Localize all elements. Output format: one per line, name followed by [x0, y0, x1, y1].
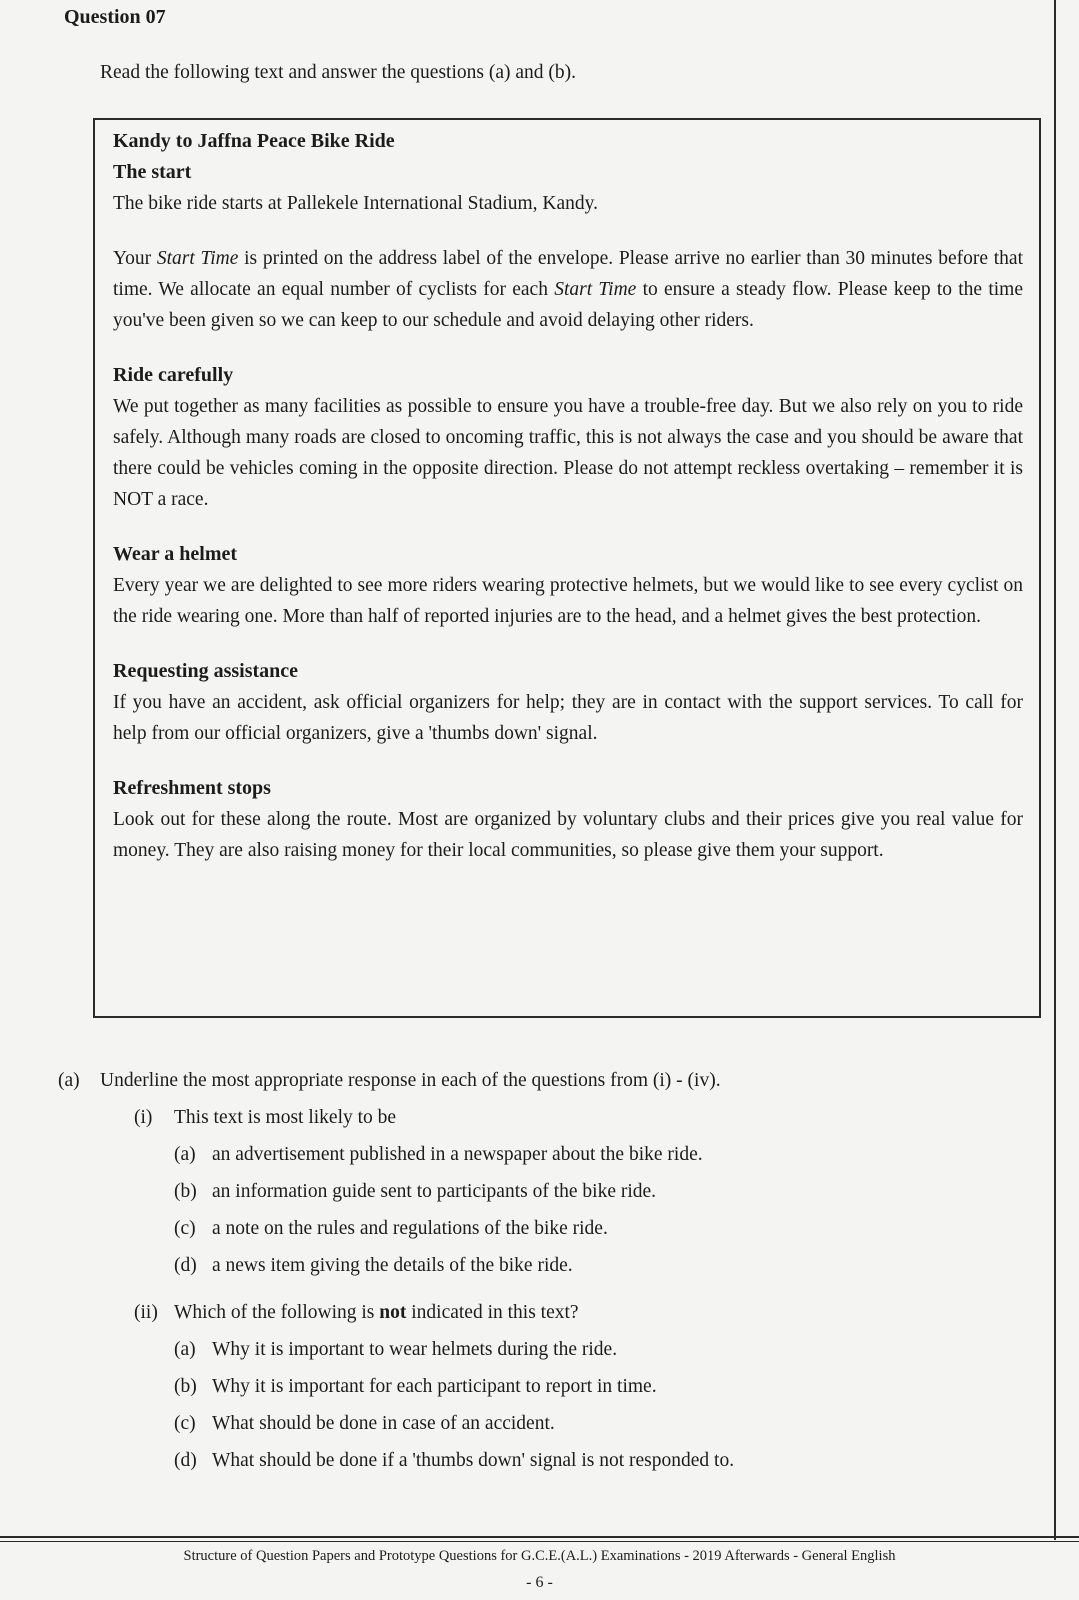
part-label: (a): [58, 1070, 80, 1091]
option-text[interactable]: a note on the rules and regulations of the bike ride.: [212, 1218, 608, 1239]
option-item[interactable]: [58, 1136, 1038, 1173]
option-label: (d): [174, 1255, 197, 1276]
section-body-refreshment-stops: Look out for these along the route. Most are organized by voluntary clubs and their prices give you real value for money. They are also raising money for their local communities, so please give them your support.: [113, 809, 1023, 861]
footer-divider: [0, 1541, 1079, 1542]
question-stem: This text is most likely to be: [174, 1107, 397, 1128]
question-number: (ii): [134, 1302, 158, 1323]
question-number: (i): [134, 1107, 153, 1128]
footer-divider: [0, 1536, 1079, 1538]
option-item[interactable]: [58, 1331, 1038, 1368]
option-label: (a): [174, 1339, 196, 1360]
passage-title: Kandy to Jaffna Peace Bike Ride: [113, 130, 395, 152]
start-time-term: Start Time: [554, 279, 637, 300]
option-label: (d): [174, 1450, 197, 1471]
passage-box: [93, 118, 1041, 1018]
section-heading-ride-carefully: Ride carefully: [113, 364, 234, 386]
start-time-term: Start Time: [156, 248, 239, 269]
option-item[interactable]: [58, 1210, 1038, 1247]
question-part-a: [58, 1062, 1038, 1479]
section-body-wear-helmet: Every year we are delighted to see more riders wearing protective helmets, but we would like to see every cyclist on the ride wearing one. More than half of reported injuries are to the head, and a helmet gives the best protection.: [113, 575, 1023, 627]
option-item[interactable]: [58, 1173, 1038, 1210]
option-item[interactable]: [58, 1405, 1038, 1442]
question-stem: Which of the following is not indicated in this text?: [174, 1302, 579, 1323]
option-text[interactable]: What should be done in case of an accident.: [212, 1413, 555, 1434]
emphasis-not: not: [379, 1302, 407, 1323]
start-heading: The start: [113, 161, 192, 183]
footer-text: Structure of Question Papers and Prototype Questions for G.C.E.(A.L.) Examinations - 2019 Afterwards - General English: [183, 1548, 896, 1564]
option-label: (b): [174, 1181, 197, 1202]
section-body-requesting-assistance: If you have an accident, ask official organizers for help; they are in contact with the support services. To call for help from our official organizers, give a 'thumbs down' signal.: [113, 692, 1023, 744]
right-margin-rule: [1054, 0, 1056, 1540]
option-item[interactable]: [58, 1442, 1038, 1479]
option-label: (a): [174, 1144, 196, 1165]
section-heading-requesting-assistance: Requesting assistance: [113, 660, 299, 682]
option-label: (c): [174, 1218, 196, 1239]
part-instruction-text: Underline the most appropriate response in each of the questions from (i) - (iv).: [100, 1070, 721, 1091]
option-label: (c): [174, 1413, 196, 1434]
option-text[interactable]: an advertisement published in a newspaper about the bike ride.: [212, 1144, 703, 1165]
option-label: (b): [174, 1376, 197, 1397]
option-text[interactable]: Why it is important to wear helmets during the ride.: [212, 1339, 618, 1360]
option-text[interactable]: a news item giving the details of the bike ride.: [212, 1255, 573, 1276]
question-item: [58, 1294, 1038, 1331]
option-item[interactable]: [58, 1247, 1038, 1284]
section-heading-refreshment-stops: Refreshment stops: [113, 777, 271, 799]
option-text[interactable]: an information guide sent to participants of the bike ride.: [212, 1181, 657, 1202]
question-item: [58, 1099, 1038, 1136]
start-time-paragraph: Your Start Time is printed on the address label of the envelope. Please arrive no earlier than 30 minutes before that time. We allocate an equal number of cyclists for each Start Time to ensure a steady flow. Please keep to the time you've been given so we can keep to our schedule and avoid delaying other riders.: [113, 248, 1023, 331]
start-paragraph: The bike ride starts at Pallekele International Stadium, Kandy.: [113, 193, 599, 214]
option-text[interactable]: Why it is important for each participant to report in time.: [212, 1376, 657, 1397]
section-heading-wear-helmet: Wear a helmet: [113, 543, 238, 565]
section-body-ride-carefully: We put together as many facilities as possible to ensure you have a trouble-free day. But we also rely on you to ride safely. Although many roads are closed to oncoming traffic, this is not always the case and you should be aware that there could be vehicles coming in the opposite direction. Please do not attempt reckless overtaking – remember it is NOT a race.: [113, 396, 1023, 510]
question-title: Question 07: [64, 6, 166, 28]
page-number: - 6 -: [526, 1574, 553, 1591]
option-text[interactable]: What should be done if a 'thumbs down' signal is not responded to.: [212, 1450, 735, 1471]
part-a-instruction: [58, 1062, 1038, 1099]
option-item[interactable]: [58, 1368, 1038, 1405]
intro-instruction: Read the following text and answer the questions (a) and (b).: [100, 62, 576, 83]
